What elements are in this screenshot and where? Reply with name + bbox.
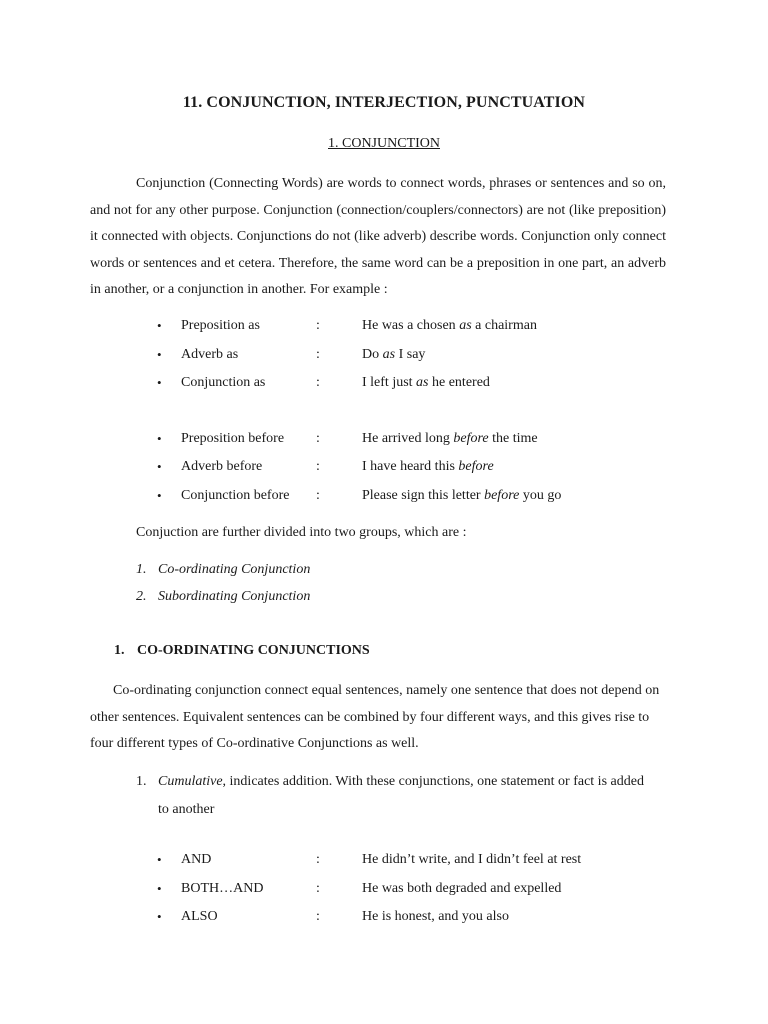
example-post: the time bbox=[488, 431, 538, 446]
section-subtitle: 1. CONJUNCTION bbox=[328, 136, 440, 151]
group-number: 1. bbox=[136, 562, 147, 577]
group-item bbox=[136, 587, 311, 607]
example-sentence bbox=[362, 345, 425, 365]
example-sentence bbox=[362, 373, 490, 393]
example-post: a chairman bbox=[471, 318, 537, 333]
example-row bbox=[0, 316, 768, 336]
example-emphasis: before bbox=[484, 488, 520, 503]
example-row bbox=[0, 429, 768, 449]
cumulative-sentence: He didn’t write, and I didn’t feel at rest bbox=[362, 852, 582, 867]
cumulative-sentence: He is honest, and you also bbox=[362, 909, 509, 924]
example-colon: : bbox=[316, 375, 320, 390]
example-emphasis: before bbox=[458, 459, 494, 474]
cumulative-sentence: He was both degraded and expelled bbox=[362, 881, 562, 896]
item-rest: , indicates addition. With these conjunctions, one statement or fact is added to another bbox=[158, 774, 644, 817]
section-heading-text: CO-ORDINATING CONJUNCTIONS bbox=[137, 643, 370, 658]
example-colon: : bbox=[316, 431, 320, 446]
section-paragraph bbox=[90, 678, 666, 758]
intro-text: Conjunction (Connecting Words) are words to connect words, phrases or sentences and so on, and not for any other purpose. Conjunction (connection/couplers/connectors) are not (like preposition) it connected with objects. Conjunctions do not (like adverb) describe words. Conjunction only connect words or sentences and et cetera. Therefore, the same word can be a preposition in one part, an adverb in another, or a conjunction in another. For example : bbox=[90, 176, 666, 297]
example-emphasis: as bbox=[416, 375, 429, 390]
bullet-icon: • bbox=[157, 488, 162, 503]
example-row bbox=[0, 373, 768, 393]
group-label: Co-ordinating Conjunction bbox=[158, 562, 311, 577]
group-label: Subordinating Conjunction bbox=[158, 589, 311, 604]
example-colon: : bbox=[316, 459, 320, 474]
example-colon: : bbox=[316, 881, 320, 896]
bullet-icon: • bbox=[157, 881, 162, 896]
example-pre: I left just bbox=[362, 375, 417, 390]
example-row bbox=[0, 457, 768, 477]
cumulative-row bbox=[0, 907, 768, 927]
example-pre: He arrived long bbox=[362, 431, 454, 446]
section-heading bbox=[114, 641, 370, 661]
cumulative-row bbox=[0, 850, 768, 870]
item-text bbox=[158, 768, 656, 824]
bullet-icon: • bbox=[157, 347, 162, 362]
example-emphasis: as bbox=[382, 347, 396, 362]
example-term: Preposition before bbox=[181, 431, 285, 446]
bullet-icon: • bbox=[157, 909, 162, 924]
example-pre: Please sign this letter bbox=[362, 488, 485, 503]
cumulative-term: ALSO bbox=[181, 909, 218, 924]
example-term: Conjunction as bbox=[181, 375, 266, 390]
group-number: 2. bbox=[136, 589, 147, 604]
example-sentence bbox=[362, 486, 561, 506]
cumulative-row bbox=[0, 879, 768, 899]
example-post: I say bbox=[395, 347, 426, 362]
example-emphasis: as bbox=[459, 318, 472, 333]
example-post: he entered bbox=[428, 375, 490, 390]
example-row bbox=[0, 486, 768, 506]
cumulative-term: AND bbox=[181, 852, 212, 867]
example-row bbox=[0, 345, 768, 365]
example-colon: : bbox=[316, 347, 320, 362]
intro-paragraph bbox=[90, 171, 666, 304]
example-sentence bbox=[362, 457, 494, 477]
bullet-icon: • bbox=[157, 431, 162, 446]
example-colon: : bbox=[316, 318, 320, 333]
example-term: Adverb as bbox=[181, 347, 239, 362]
section-number: 1. bbox=[114, 643, 125, 658]
example-colon: : bbox=[316, 909, 320, 924]
example-sentence bbox=[362, 316, 537, 336]
example-post: you go bbox=[519, 488, 562, 503]
example-colon: : bbox=[316, 852, 320, 867]
example-pre: I have heard this bbox=[362, 459, 459, 474]
bullet-icon: • bbox=[157, 852, 162, 867]
cumulative-term: BOTH…AND bbox=[181, 881, 264, 896]
item-emphasis: Cumulative bbox=[158, 774, 223, 789]
example-pre: He was a chosen bbox=[362, 318, 460, 333]
example-emphasis: before bbox=[453, 431, 489, 446]
example-term: Conjunction before bbox=[181, 488, 290, 503]
example-sentence bbox=[362, 429, 538, 449]
groups-intro: Conjuction are further divided into two groups, which are : bbox=[136, 525, 467, 540]
example-pre: Do bbox=[362, 347, 383, 362]
bullet-icon: • bbox=[157, 459, 162, 474]
bullet-icon: • bbox=[157, 375, 162, 390]
section-paragraph-text: Co-ordinating conjunction connect equal sentences, namely one sentence that does not depend on other sentences. Equivalent sentences can be combined by four different ways, and this gives rise to four different types of Co-ordinative Conjunctions as well. bbox=[90, 683, 660, 751]
example-term: Preposition as bbox=[181, 318, 260, 333]
item-number: 1. bbox=[136, 774, 147, 789]
bullet-icon: • bbox=[157, 318, 162, 333]
example-colon: : bbox=[316, 488, 320, 503]
page-title: 11. CONJUNCTION, INTERJECTION, PUNCTUATION bbox=[182, 94, 586, 111]
group-item bbox=[136, 560, 311, 580]
example-term: Adverb before bbox=[181, 459, 263, 474]
